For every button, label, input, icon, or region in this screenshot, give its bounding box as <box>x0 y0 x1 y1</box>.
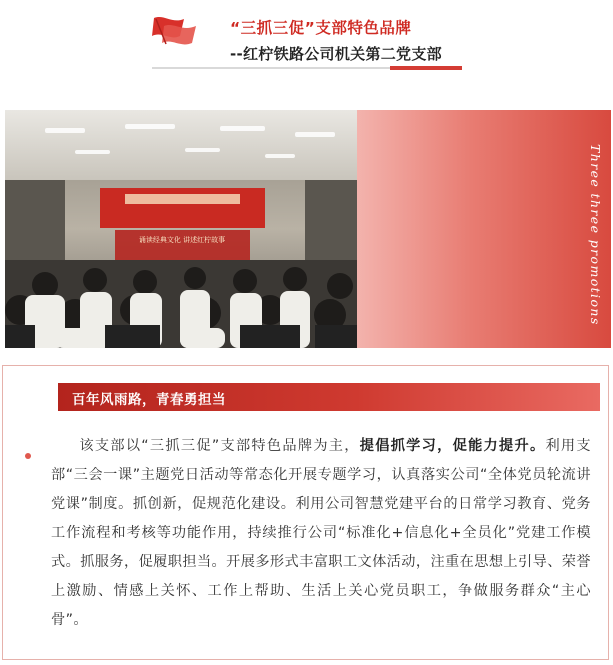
page-subtitle: --红柠铁路公司机关第二党支部 <box>230 45 442 63</box>
body-text-part2: 利用支部“三会一课”主题党日活动等常态化开展专题学习，认真落实公司“全体党员轮流讲党课”制度。抓创新，促规范化建设。利用公司智慧党建平台的日常学习教育、党务工作流程和考核等功能作用，持续推行公司“标准化+信息化+全员化”党建工作模式。抓服务，促履职担当。开展多形式丰富职工文体活动，注重在思想上引导、荣誉上激励、情感上关怀、工作上帮助、生活上关心党员职工，争做服务群众“主心骨”。 <box>51 438 591 628</box>
red-flag-icon <box>150 14 200 48</box>
section-title: 百年风雨路，青春勇担当 <box>72 392 226 408</box>
page-title: “三抓三促”支部特色品牌 <box>230 19 412 37</box>
meeting-photo <box>5 110 357 348</box>
bullet-dot-icon <box>25 453 31 459</box>
body-paragraph <box>51 432 591 635</box>
section-header <box>58 383 600 411</box>
header <box>0 0 613 80</box>
body-text-bold: 提倡抓学习，促能力提升。 <box>359 438 546 454</box>
title-underline <box>152 67 392 69</box>
title-underline-accent <box>390 66 462 70</box>
body-text-part1: 该支部以“三抓三促”支部特色品牌为主， <box>79 438 360 454</box>
photo-banner-text: 诵读经典文化 讲述红柠故事 <box>138 236 226 244</box>
side-panel <box>357 110 611 348</box>
side-vertical-text: Three three promotions <box>588 144 603 326</box>
photo-banner <box>5 110 611 348</box>
content-card <box>2 365 609 660</box>
